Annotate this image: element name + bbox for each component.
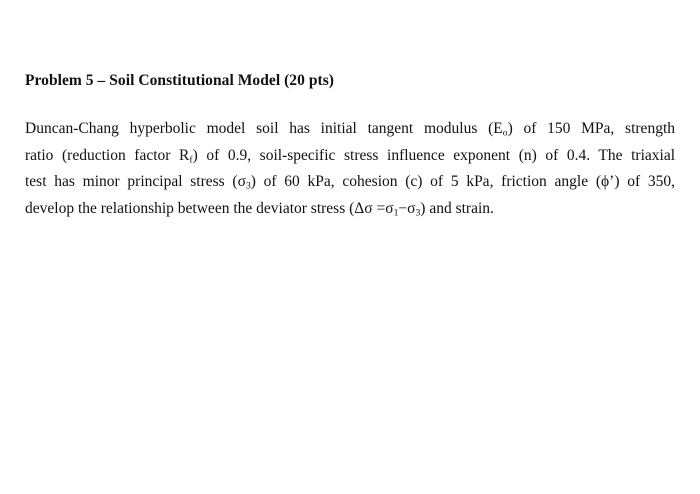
subscript: 1 [393, 207, 399, 219]
text-segment: develop the relationship between the deviator stress (Δσ =σ [25, 200, 394, 218]
text-segment: ) of 60 kPa, cohesion (c) of 5 kPa, friction angle (ϕ’) of 350, [250, 173, 675, 191]
problem-statement [25, 116, 675, 223]
text-segment: ) and strain. [420, 200, 494, 218]
text-segment: −σ [398, 200, 416, 218]
text-segment: ) of 0.9, soil-specific stress influence exponent (n) of 0.4. The triaxial [192, 146, 676, 164]
subscript: 3 [245, 180, 251, 192]
subscript: f [189, 154, 193, 166]
problem-line-4 [25, 196, 675, 223]
text-segment: ) of 150 MPa, strength [507, 120, 675, 137]
subscript: o [502, 127, 508, 139]
problem-line-2 [25, 143, 675, 170]
problem-line-3 [25, 169, 675, 196]
problem-line-1 [25, 116, 675, 143]
problem-title: Problem 5 – Soil Constitutional Model (20 pts) [25, 72, 335, 89]
text-segment: test has minor principal stress (σ [25, 173, 246, 191]
text-segment: Duncan-Chang hyperbolic model soil has initial tangent modulus (E [25, 120, 503, 137]
subscript: 3 [415, 207, 421, 219]
text-segment: ratio (reduction factor R [25, 146, 190, 164]
